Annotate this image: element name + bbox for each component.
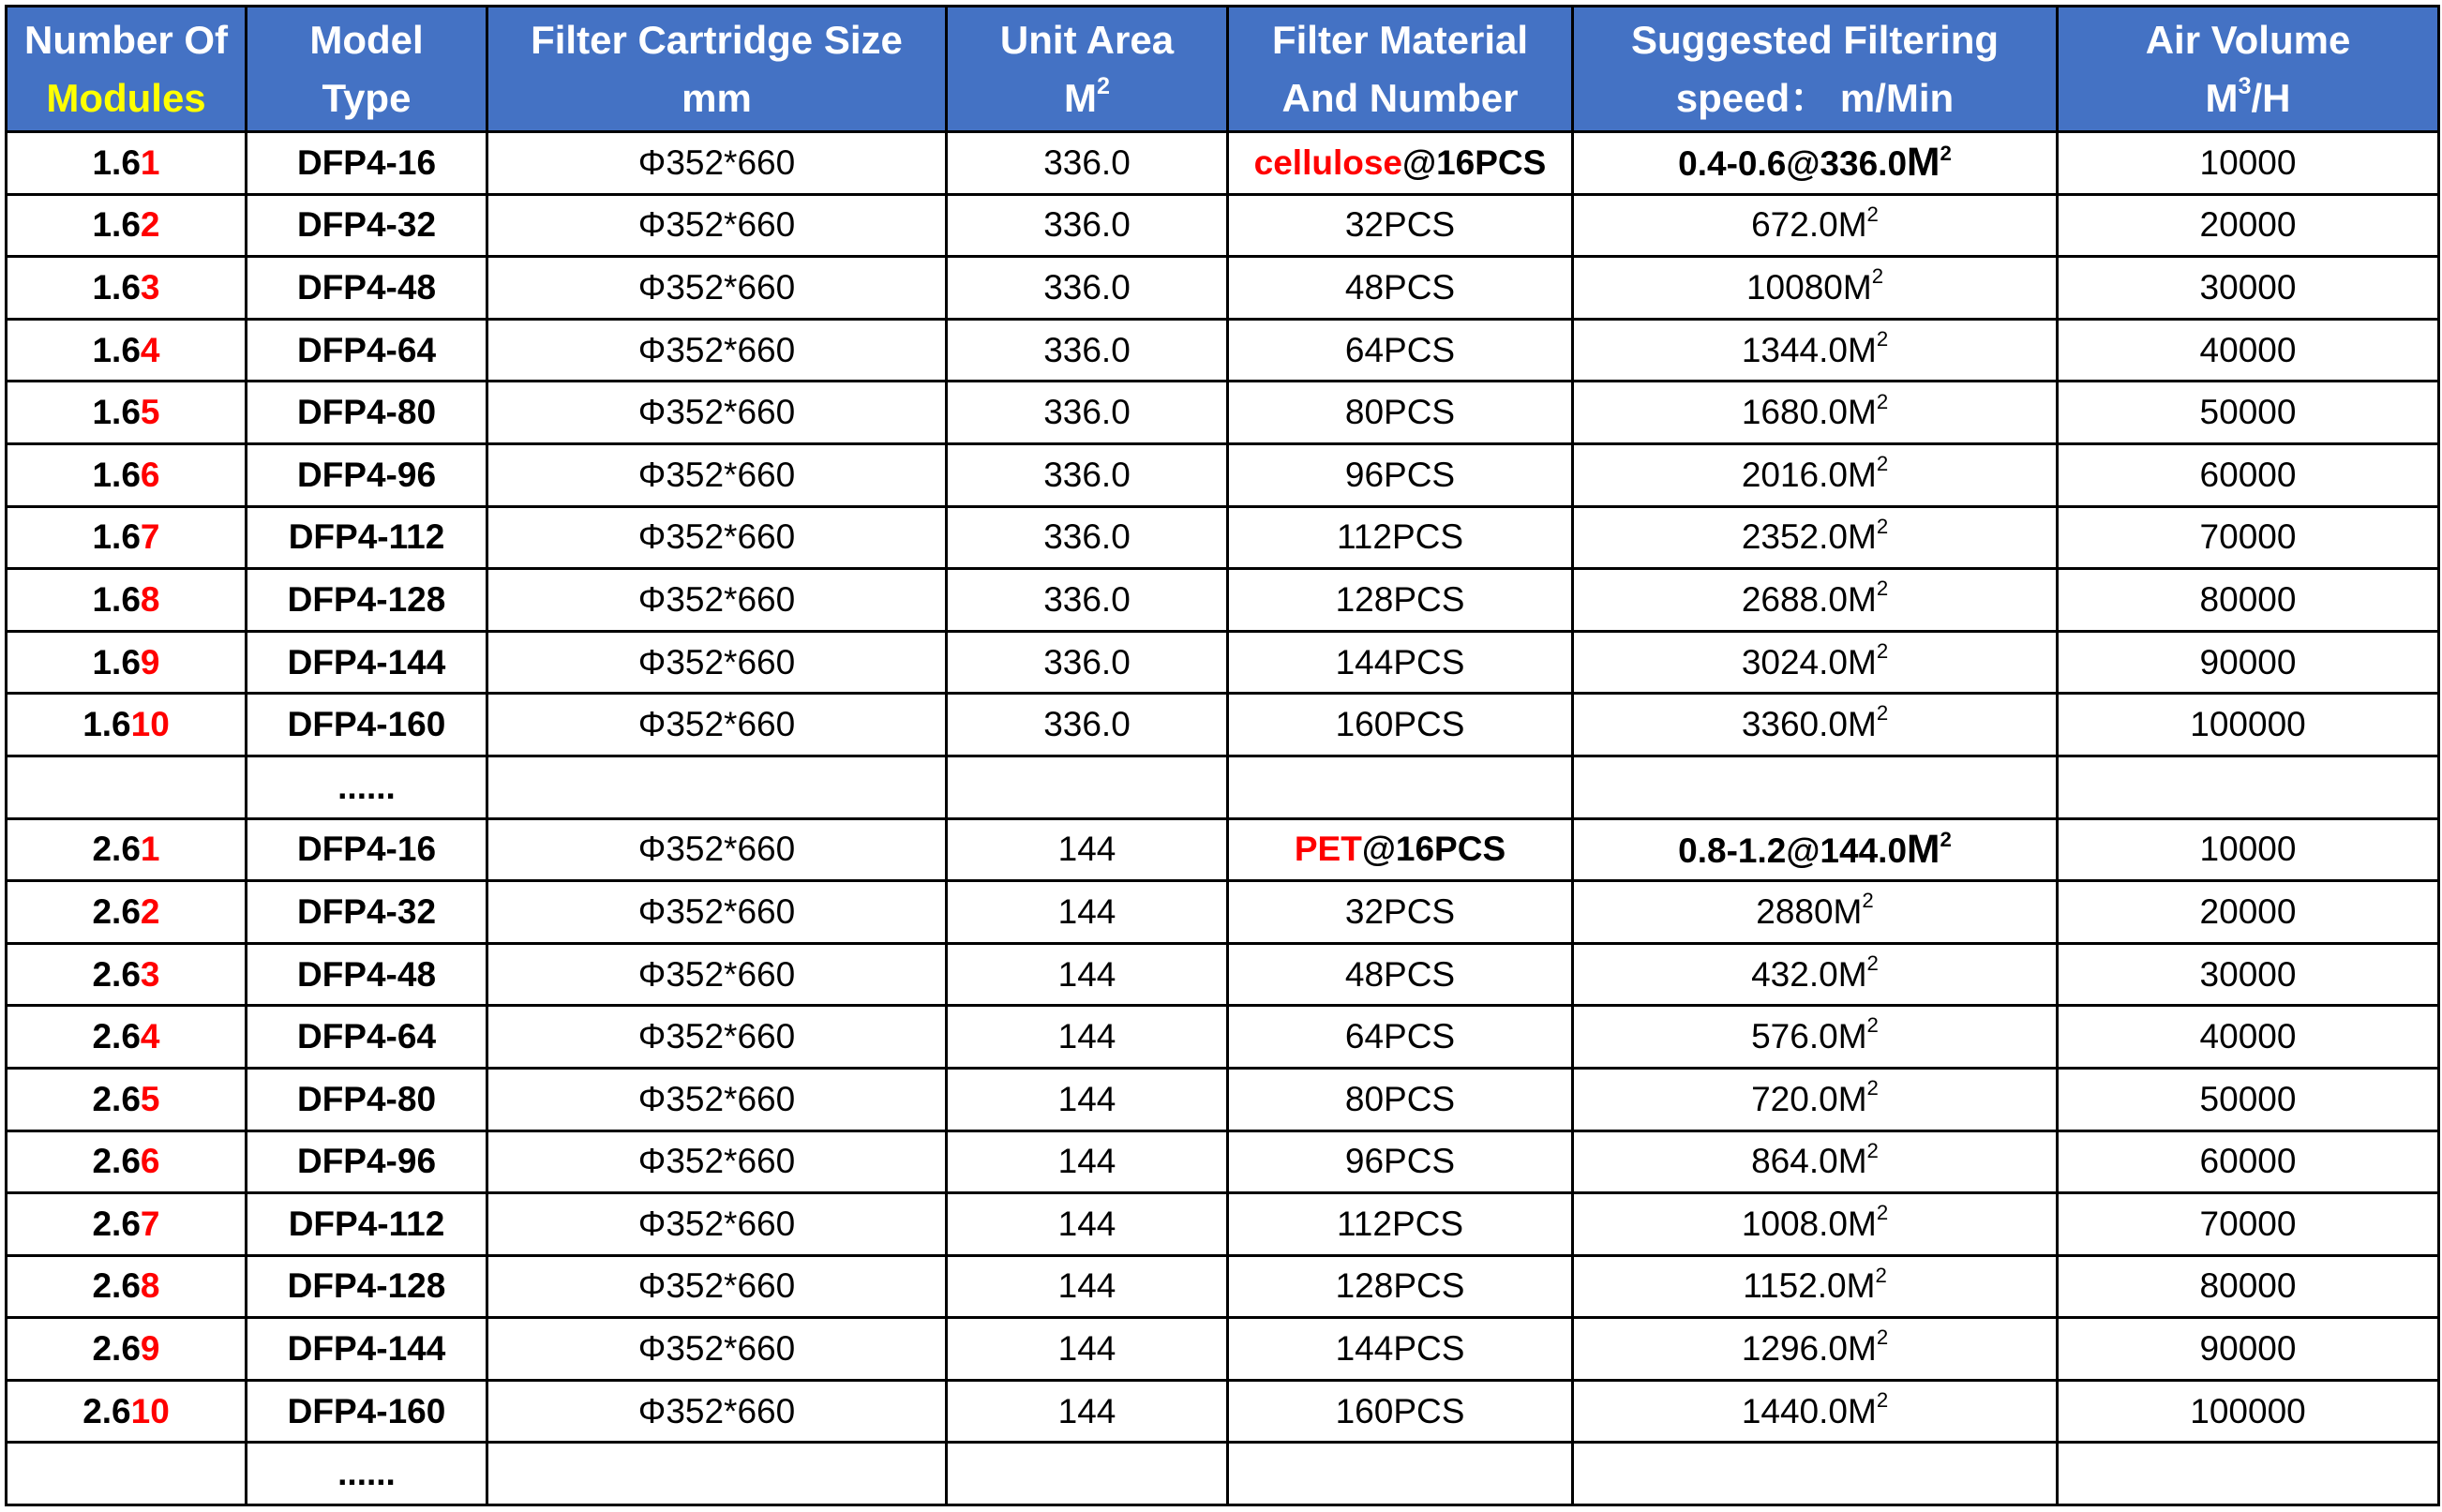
size-cell: Φ352*660 [487, 194, 947, 257]
modules-suffix: 7 [140, 1204, 160, 1243]
filter-cell: 32PCS [1228, 881, 1573, 944]
superscript-2: 2 [1866, 951, 1879, 975]
separator-row [7, 756, 2439, 818]
modules-suffix: 4 [140, 330, 160, 369]
modules-prefix: 2.6 [92, 954, 141, 994]
model-cell: DFP4-160 [247, 1380, 487, 1443]
superscript-2: 2 [1940, 828, 1952, 852]
speed-cell [1573, 443, 2058, 506]
total-area-value: 432.0M [1751, 954, 1867, 994]
filter-cell: 64PCS [1228, 1006, 1573, 1069]
model-cell: DFP4-160 [247, 694, 487, 756]
modules-suffix: 8 [140, 579, 160, 619]
table-row [7, 132, 2439, 195]
filter-cell: 48PCS [1228, 257, 1573, 320]
table-row [7, 694, 2439, 756]
speed-cell [1573, 132, 2058, 195]
superscript-2: 2 [1875, 1263, 1887, 1287]
size-cell: Φ352*660 [487, 382, 947, 444]
modules-prefix: 1.6 [92, 205, 141, 245]
unit-area-cell: 144 [947, 1193, 1228, 1256]
superscript-2: 2 [1866, 1138, 1879, 1162]
modules-prefix: 2.6 [92, 1079, 141, 1118]
unit-area-cell: 336.0 [947, 694, 1228, 756]
modules-suffix: 4 [140, 1017, 160, 1056]
model-cell: DFP4-48 [247, 943, 487, 1006]
separator-row [7, 1443, 2439, 1505]
speed-cell [1573, 1255, 2058, 1318]
empty-cell [7, 756, 247, 818]
unit-area-cell: 336.0 [947, 443, 1228, 506]
unit-area-cell: 336.0 [947, 569, 1228, 632]
size-cell: Φ352*660 [487, 881, 947, 944]
modules-suffix: 1 [140, 142, 160, 182]
speed-unit: M [1907, 826, 1940, 872]
filter-cell: 80PCS [1228, 382, 1573, 444]
modules-prefix: 1.6 [92, 330, 141, 369]
unit-area-cell: 144 [947, 1068, 1228, 1130]
size-cell: Φ352*660 [487, 1255, 947, 1318]
table-row [7, 194, 2439, 257]
speed-cell [1573, 506, 2058, 569]
table-row [7, 1318, 2439, 1381]
modules-prefix: 1.6 [92, 517, 141, 557]
size-cell: Φ352*660 [487, 257, 947, 320]
unit-area-cell: 144 [947, 1130, 1228, 1193]
table-row [7, 1130, 2439, 1193]
total-area-value: 2016.0M [1741, 455, 1877, 494]
header-row [7, 7, 2439, 132]
air-volume-cell: 80000 [2058, 1255, 2439, 1318]
total-area-value: 1680.0M [1741, 393, 1877, 432]
table-row [7, 319, 2439, 382]
modules-suffix: 10 [130, 705, 170, 744]
modules-cell [7, 1255, 247, 1318]
model-cell: DFP4-80 [247, 1068, 487, 1130]
table-row [7, 257, 2439, 320]
header-model-type: Model Type [247, 7, 487, 132]
total-area-value: 1008.0M [1741, 1204, 1877, 1243]
unit-area-cell: 336.0 [947, 257, 1228, 320]
empty-cell [487, 1443, 947, 1505]
size-cell: Φ352*660 [487, 443, 947, 506]
size-cell: Φ352*660 [487, 1318, 947, 1381]
filter-cell: 96PCS [1228, 443, 1573, 506]
unit-area-cell: 144 [947, 1318, 1228, 1381]
filter-cell: 48PCS [1228, 943, 1573, 1006]
air-volume-cell: 20000 [2058, 194, 2439, 257]
unit-area-cell: 144 [947, 881, 1228, 944]
total-area-value: 2880M [1756, 891, 1863, 931]
model-cell: DFP4-48 [247, 257, 487, 320]
empty-cell [1573, 1443, 2058, 1505]
superscript-2: 2 [1876, 452, 1889, 476]
separator-dots: ...... [247, 756, 487, 818]
air-volume-cell: 20000 [2058, 881, 2439, 944]
speed-cell [1573, 319, 2058, 382]
speed-cell [1573, 1318, 2058, 1381]
unit-area-cell: 144 [947, 1006, 1228, 1069]
modules-suffix: 6 [140, 1142, 160, 1181]
air-volume-cell: 10000 [2058, 818, 2439, 881]
air-volume-cell: 40000 [2058, 319, 2439, 382]
superscript-2: 2 [1876, 701, 1889, 726]
air-volume-cell: 90000 [2058, 1318, 2439, 1381]
modules-cell [7, 1380, 247, 1443]
superscript-2: 2 [1862, 889, 1874, 913]
filter-cell: 80PCS [1228, 1068, 1573, 1130]
total-area-value: 2688.0M [1741, 579, 1877, 619]
speed-cell [1573, 1380, 2058, 1443]
modules-prefix: 1.6 [92, 642, 141, 681]
header-air-volume: Air Volume $M^3/H$ [2058, 7, 2439, 132]
modules-cell [7, 631, 247, 694]
modules-prefix: 2.6 [92, 830, 141, 869]
empty-cell [947, 1443, 1228, 1505]
modules-prefix: 1.6 [92, 267, 141, 307]
table-row [7, 631, 2439, 694]
speed-cell [1573, 818, 2058, 881]
size-cell: Φ352*660 [487, 1068, 947, 1130]
filter-cell: 128PCS [1228, 569, 1573, 632]
unit-area-cell: 336.0 [947, 132, 1228, 195]
table-row [7, 1193, 2439, 1256]
size-cell: Φ352*660 [487, 319, 947, 382]
total-area-value: 3360.0M [1741, 705, 1877, 744]
modules-prefix: 2.6 [92, 1329, 141, 1369]
modules-suffix: 6 [140, 455, 160, 494]
air-volume-cell: 30000 [2058, 257, 2439, 320]
modules-suffix: 3 [140, 954, 160, 994]
table-row [7, 1006, 2439, 1069]
speed-cell [1573, 1006, 2058, 1069]
size-cell: Φ352*660 [487, 506, 947, 569]
modules-prefix: 1.6 [92, 393, 141, 432]
modules-cell [7, 132, 247, 195]
table-row [7, 943, 2439, 1006]
model-cell: DFP4-128 [247, 1255, 487, 1318]
superscript-2: 2 [1866, 1013, 1879, 1038]
superscript-2: 2 [1876, 576, 1889, 601]
table-row [7, 1068, 2439, 1130]
table-row [7, 506, 2439, 569]
superscript-2: 2 [1940, 141, 1952, 165]
superscript-2: 2 [1866, 202, 1879, 226]
model-cell: DFP4-64 [247, 319, 487, 382]
total-area-value: 3024.0M [1741, 642, 1877, 681]
filter-cell: 112PCS [1228, 506, 1573, 569]
filter-cell: 112PCS [1228, 1193, 1573, 1256]
modules-cell [7, 382, 247, 444]
model-cell: DFP4-16 [247, 132, 487, 195]
modules-cell [7, 443, 247, 506]
modules-cell [7, 1006, 247, 1069]
modules-prefix: 2.6 [92, 1017, 141, 1056]
table-row [7, 881, 2439, 944]
total-area-value: 864.0M [1751, 1142, 1867, 1181]
unit-area-cell: 336.0 [947, 194, 1228, 257]
speed-unit: M [1907, 140, 1940, 186]
header-filter-material: Filter Material And Number [1228, 7, 1573, 132]
air-volume-cell: 50000 [2058, 1068, 2439, 1130]
modules-suffix: 5 [140, 1079, 160, 1118]
empty-cell [1228, 1443, 1573, 1505]
modules-cell [7, 319, 247, 382]
modules-cell [7, 1068, 247, 1130]
size-cell: Φ352*660 [487, 1380, 947, 1443]
air-volume-cell: 10000 [2058, 132, 2439, 195]
filter-cell: 32PCS [1228, 194, 1573, 257]
speed-cell [1573, 1193, 2058, 1256]
speed-cell [1573, 1068, 2058, 1130]
filter-material-count: @16PCS [1361, 830, 1506, 869]
table-row [7, 1380, 2439, 1443]
empty-cell [1573, 756, 2058, 818]
header-filtering-speed: Suggested Filtering speed： m/Min [1573, 7, 2058, 132]
superscript-2: 2 [1876, 514, 1889, 538]
separator-dots: ...... [247, 1443, 487, 1505]
table-header [7, 7, 2439, 132]
air-volume-cell: 60000 [2058, 443, 2439, 506]
superscript-2: 2 [1876, 326, 1889, 351]
unit-area-cell: 336.0 [947, 319, 1228, 382]
total-area-value: 1152.0M [1743, 1266, 1876, 1306]
total-area-value: 1296.0M [1741, 1329, 1877, 1369]
size-cell: Φ352*660 [487, 1006, 947, 1069]
speed-value: 0.4-0.6@336.0 [1678, 144, 1908, 184]
size-cell: Φ352*660 [487, 818, 947, 881]
unit-area-cell: 144 [947, 818, 1228, 881]
size-cell: Φ352*660 [487, 631, 947, 694]
modules-cell [7, 694, 247, 756]
modules-prefix: 1.6 [92, 579, 141, 619]
filter-material-name: PET [1294, 830, 1362, 869]
header-cartridge-size: Filter Cartridge Size mm [487, 7, 947, 132]
air-volume-cell: 50000 [2058, 382, 2439, 444]
speed-cell [1573, 631, 2058, 694]
model-cell: DFP4-144 [247, 631, 487, 694]
speed-cell [1573, 694, 2058, 756]
size-cell: Φ352*660 [487, 1130, 947, 1193]
superscript-2: 2 [1871, 264, 1884, 289]
table-body [7, 132, 2439, 1505]
modules-prefix: 1.6 [82, 705, 131, 744]
modules-cell [7, 818, 247, 881]
total-area-value: 1344.0M [1741, 330, 1877, 369]
model-cell: DFP4-128 [247, 569, 487, 632]
speed-value: 0.8-1.2@144.0 [1678, 831, 1908, 870]
speed-cell [1573, 382, 2058, 444]
table-row [7, 382, 2439, 444]
modules-suffix: 9 [140, 642, 160, 681]
total-area-value: 10080M [1745, 267, 1872, 307]
modules-prefix: 1.6 [92, 142, 141, 182]
modules-prefix: 2.6 [92, 1204, 141, 1243]
superscript-2: 2 [1876, 1325, 1889, 1350]
modules-prefix: 2.6 [92, 891, 141, 931]
modules-suffix: 10 [130, 1391, 170, 1430]
total-area-value: 2352.0M [1741, 517, 1877, 557]
speed-cell [1573, 1130, 2058, 1193]
total-area-value: 1440.0M [1741, 1391, 1877, 1430]
air-volume-cell: 70000 [2058, 1193, 2439, 1256]
modules-prefix: 1.6 [92, 455, 141, 494]
filter-cell: 160PCS [1228, 1380, 1573, 1443]
filter-material-name: cellulose [1253, 142, 1403, 182]
model-cell: DFP4-16 [247, 818, 487, 881]
air-volume-cell: 100000 [2058, 694, 2439, 756]
header-unit-area: Unit Area $M^2$ [947, 7, 1228, 132]
unit-area-cell: 144 [947, 1255, 1228, 1318]
filter-cell [1228, 818, 1573, 881]
modules-suffix: 2 [140, 891, 160, 931]
model-cell: DFP4-96 [247, 443, 487, 506]
modules-cell [7, 506, 247, 569]
filter-cell: 144PCS [1228, 1318, 1573, 1381]
filter-cell: 128PCS [1228, 1255, 1573, 1318]
model-cell: DFP4-80 [247, 382, 487, 444]
header-modules: Number Of Modules [7, 7, 247, 132]
unit-area-cell: 336.0 [947, 631, 1228, 694]
modules-cell [7, 943, 247, 1006]
superscript-2: 2 [1866, 1076, 1879, 1100]
size-cell: Φ352*660 [487, 694, 947, 756]
modules-suffix: 7 [140, 517, 160, 557]
air-volume-cell: 40000 [2058, 1006, 2439, 1069]
modules-prefix: 2.6 [92, 1266, 141, 1306]
table-row [7, 443, 2439, 506]
air-volume-cell: 30000 [2058, 943, 2439, 1006]
size-cell: Φ352*660 [487, 569, 947, 632]
modules-cell [7, 569, 247, 632]
filter-cell [1228, 132, 1573, 195]
modules-suffix: 3 [140, 267, 160, 307]
speed-cell [1573, 257, 2058, 320]
modules-cell [7, 257, 247, 320]
model-cell: DFP4-64 [247, 1006, 487, 1069]
filter-cell: 144PCS [1228, 631, 1573, 694]
model-cell: DFP4-112 [247, 1193, 487, 1256]
air-volume-cell: 70000 [2058, 506, 2439, 569]
table-row [7, 1255, 2439, 1318]
unit-area-cell: 144 [947, 943, 1228, 1006]
modules-suffix: 5 [140, 393, 160, 432]
size-cell: Φ352*660 [487, 943, 947, 1006]
filter-material-count: @16PCS [1402, 142, 1547, 182]
filter-cell: 160PCS [1228, 694, 1573, 756]
total-area-value: 576.0M [1751, 1017, 1867, 1056]
empty-cell [487, 756, 947, 818]
superscript-2: 2 [1876, 389, 1889, 413]
empty-cell [7, 1443, 247, 1505]
modules-suffix: 9 [140, 1329, 160, 1369]
air-volume-cell: 100000 [2058, 1380, 2439, 1443]
empty-cell [1228, 756, 1573, 818]
size-cell: Φ352*660 [487, 1193, 947, 1256]
air-volume-cell: 90000 [2058, 631, 2439, 694]
spec-table [5, 5, 2440, 1506]
model-cell: DFP4-144 [247, 1318, 487, 1381]
empty-cell [2058, 756, 2439, 818]
modules-suffix: 1 [140, 830, 160, 869]
model-cell: DFP4-96 [247, 1130, 487, 1193]
unit-area-cell: 336.0 [947, 382, 1228, 444]
modules-cell [7, 1130, 247, 1193]
filter-cell: 96PCS [1228, 1130, 1573, 1193]
modules-suffix: 8 [140, 1266, 160, 1306]
superscript-2: 2 [1876, 638, 1889, 663]
modules-cell [7, 1193, 247, 1256]
modules-prefix: 2.6 [82, 1391, 131, 1430]
superscript-2: 2 [1876, 1388, 1889, 1413]
table-row [7, 569, 2439, 632]
total-area-value: 720.0M [1751, 1079, 1867, 1118]
filter-cell: 64PCS [1228, 319, 1573, 382]
modules-cell [7, 1318, 247, 1381]
size-cell: Φ352*660 [487, 132, 947, 195]
table-row [7, 818, 2439, 881]
model-cell: DFP4-32 [247, 194, 487, 257]
unit-area-cell: 144 [947, 1380, 1228, 1443]
model-cell: DFP4-112 [247, 506, 487, 569]
superscript-2: 2 [1876, 1201, 1889, 1225]
speed-cell [1573, 569, 2058, 632]
speed-cell [1573, 194, 2058, 257]
speed-cell [1573, 943, 2058, 1006]
total-area-value: 672.0M [1751, 205, 1867, 245]
modules-cell [7, 881, 247, 944]
speed-cell [1573, 881, 2058, 944]
air-volume-cell: 60000 [2058, 1130, 2439, 1193]
modules-suffix: 2 [140, 205, 160, 245]
modules-cell [7, 194, 247, 257]
modules-prefix: 2.6 [92, 1142, 141, 1181]
empty-cell [2058, 1443, 2439, 1505]
model-cell: DFP4-32 [247, 881, 487, 944]
empty-cell [947, 756, 1228, 818]
air-volume-cell: 80000 [2058, 569, 2439, 632]
unit-area-cell: 336.0 [947, 506, 1228, 569]
